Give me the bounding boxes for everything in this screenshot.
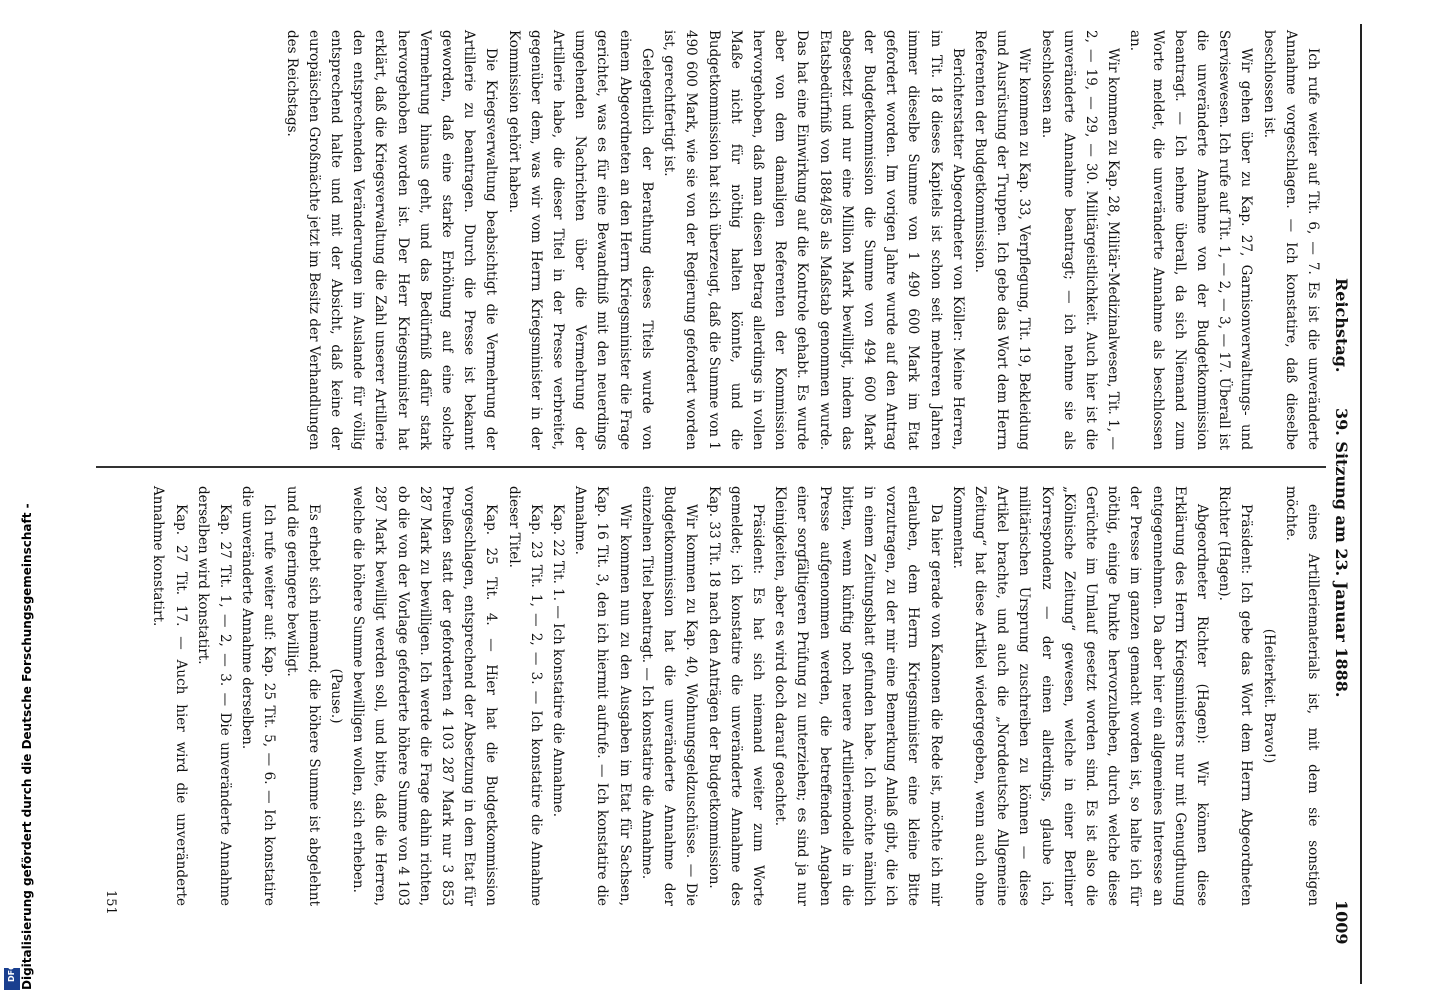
page-number: 1009 (1332, 900, 1351, 945)
paragraph: Berichterstatter Abgeordneter von Köller: Meine Herren, im Tit. 18 dieses Kapitels ist schon seit mehreren Jahren immer dieselbe Summe von 1 490 600 Mark im Etat gefordert worden. Im vorigen Jahre wurde auf den Antrag der Budgetkommission die Summe von 494 600 Mark abgesetzt und nur eine Million Mark bewilligt, indem das Etatsbedürfniß von 1884/85 als Maßstab genommen wurde. Das hat eine Einwirkung auf die Kontrole gehabt. Es wurde aber von dem damaligen Referenten der Kommission hervorgehoben, daß man diesen Betrag allerdings in vollen Maße nicht für nöthig halten könnte, und die Budgetkommission hat sich überzeugt, daß die Summe von 1 490 600 Mark, wie sie von der Regierung gefordert worden ist, gerechtfertigt ist. (661, 30, 966, 450)
paragraph: Abgeordneter Richter (Hagen): Wir können diese Erklärung des Herrn Kriegsministers nur mit Genugthuung entgegennehmen. Da aber hier ein allgemeines Interesse an der Presse im ganzen gemacht worden ist, so halte ich für nöthig, einige Punkte hervorzuheben, durch welche diese Gerüchte im Umlauf gesetzt worden sind. Es ist also die „Kölnische Zeitung“ gewesen, welche in einer Berliner Korrespondenz — der einen allerdings, glaube ich, militärischen Ursprung zuschreiben zu können — diese Artikel brachte, und auch die „Norddeutsche Allgemeine Zeitung“ hat diese Artikel wiedergegeben, wenn auch ohne Kommentar. (949, 486, 1210, 906)
paragraph: Präsident: Ich gebe das Wort dem Herrn Abgeordneten Richter (Hagen). (1216, 486, 1255, 906)
digitization-text: Digitalisierung gefördert durch die Deutsche Forschungsgemeinschaft - (20, 503, 34, 990)
text-column-right (147, 486, 1324, 906)
paragraph: Ich rufe weiter auf: Kap. 25 Tit. 5, — 6. — Ich konstatire die unveränderte Annahme derselben. (239, 486, 278, 906)
paragraph: Kap. 22 Tit. 1. — Ich konstatire die Annahme. (550, 504, 567, 818)
paragraph: Es erhebt sich niemand; die höhere Summe ist abgelehnt und die geringere bewilligt. (283, 486, 322, 906)
paragraph: Da hier gerade von Kanonen die Rede ist, möchte ich mir erlauben, dem Herrn Kriegsminister eine kleine Bitte vorzutragen, zu der mir eine Bemerkung Anlaß gibt, die ich in einem Zeitungsblatt gefunden habe. Ich möchte nämlich bitten, wenn künftig noch neuere Artilleriemodelle in die Presse aufgenommen werden, die betreffenden Angaben einer sorgfältigeren Prüfung zu unterziehen; es sind ja nur Kleinigkeiten, aber es wird doch darauf geachtet. (772, 486, 944, 906)
paragraph: Kap. 27 Tit. 17. — Auch hier wird die unveränderte Annahme konstatirt. (150, 486, 189, 906)
paragraph: Die Kriegsverwaltung beabsichtigt die Vermehrung der Artillerie zu beantragen. Durch die Presse ist bekannt geworden, daß eine starke Erhöhung auf eine solche Vermehrung hinaus geht, und das Bedürfniß dafür stark hervorgehoben worden ist. Der Herr Kriegsminister hat erklärt, daß die Kriegsverwaltung die Zahl unserer Artillerie den entsprechenden Veränderungen im Auslande für völlig entsprechend halte und mit der Absicht, daß keine der europäischen Großmächte jetzt im Besitz der Verhandlungen des Reichstags. (283, 30, 500, 450)
paragraph: Wir gehen über zu Kap. 27, Garnisonverwaltungs- und Servisewesen. Ich rufe auf Tit. 1, — 2, — 3, — 17. Überall ist die unveränderte Annahme von der Budgetkommission beantragt. — Ich nehme überall, da sich Niemand zum Worte meldet, die unveränderte Annahme als beschlossen an. (1127, 30, 1255, 450)
paragraph: Wir kommen nun zu den Ausgaben im Etat für Sachsen, Kap. 16 Tit. 3, den ich hiermit aufrufe. — Ich konstatire die Annahme. (572, 486, 633, 906)
paragraph: Kap. 25 Tit. 4. — Hier hat die Budgetkommission vorgeschlagen, entsprechend der Absetzung in dem Etat für Preußen statt der geforderten 4 103 287 Mark nur 3 853 287 Mark zu bewilligen. Ich werde die Frage dahin richten, ob die von der Vorlage geforderte höhere Summe von 4 103 287 Mark bewilligt werden soll, und bitte, daß die Herren, welche die höhere Summe bewilligen wollen, sich erheben. (350, 486, 500, 906)
header-session: 39. Sitzung am 23. Januar 1888. (1332, 408, 1351, 698)
digitization-note (2, 503, 34, 990)
paragraph: Ich rufe weiter auf Tit. 6, — 7. Es ist die unveränderte Annahme vorgeschlagen. — Ich konstatire, daß dieselbe beschlossen ist. (1260, 30, 1321, 450)
paragraph: (Heiterkeit. Bravo!) (1260, 628, 1277, 764)
text-column-left (280, 30, 1324, 450)
paragraph: Wir kommen zu Kap. 33, Verpflegung, Tit. 19, Bekleidung und Ausrüstung der Truppen. Ich gebe das Wort dem Herrn Referenten der Budgetkommission. (971, 30, 1033, 450)
header-rule (1360, 24, 1362, 984)
paragraph: Präsident: Es hat sich niemand weiter zum Worte gemeldet; ich konstatire die unveränderte Annahme des Kap. 33 Tit. 18 nach den Anträgen der Budgetkommission. (705, 486, 766, 906)
logo-text: DFG (7, 963, 16, 982)
paragraph: Wir kommen zu Kap. 40, Wohnungsgeldzuschüsse. — Die Budgetkommission hat die unveränderte Annahme der einzelnen Titel beantragt. — Ich konstatire die Annahme. (638, 486, 700, 906)
signature-mark: 151 (103, 890, 118, 915)
header-section: Reichstag. (1332, 278, 1351, 373)
running-header (1325, 20, 1359, 980)
dfg-logo-icon (4, 963, 20, 990)
paragraph: eines Artilleriematerials ist, mit dem sie sonstigen möchte. (1282, 486, 1321, 906)
column-divider (96, 466, 1326, 468)
paragraph: Kap. 27 Tit. 1, — 2, — 3. — Die unveränderte Annahme derselben wird konstatirt. (194, 486, 234, 906)
paragraph: (Pause.) (328, 668, 345, 724)
paragraph: Gelegentlich der Berathung dieses Titels wurde von einem Abgeordneten an den Herrn Kriegsminister die Frage gerichtet, was es für eine Bewandtniß mit den neuerdings umgehenden Nachrichten über die Vermehrung der Artillerie habe, die dieser Titel in der Presse verbreitet, gegenüber dem, was wir vom Herrn Kriegsminister in der Kommission gehört haben. (505, 30, 655, 450)
paragraph: Wir kommen zu Kap. 28, Militär-Medizinalwesen, Tit. 1, — 2, — 19, — 29, — 30. Militärgeistlichkeit. Auch hier ist die unveränderte Annahme beantragt; — ich nehme sie als beschlossen an. (1038, 30, 1122, 450)
paragraph: Kap. 23 Tit. 1, — 2, — 3. — Ich konstatire die Annahme dieser Titel. (505, 486, 544, 906)
